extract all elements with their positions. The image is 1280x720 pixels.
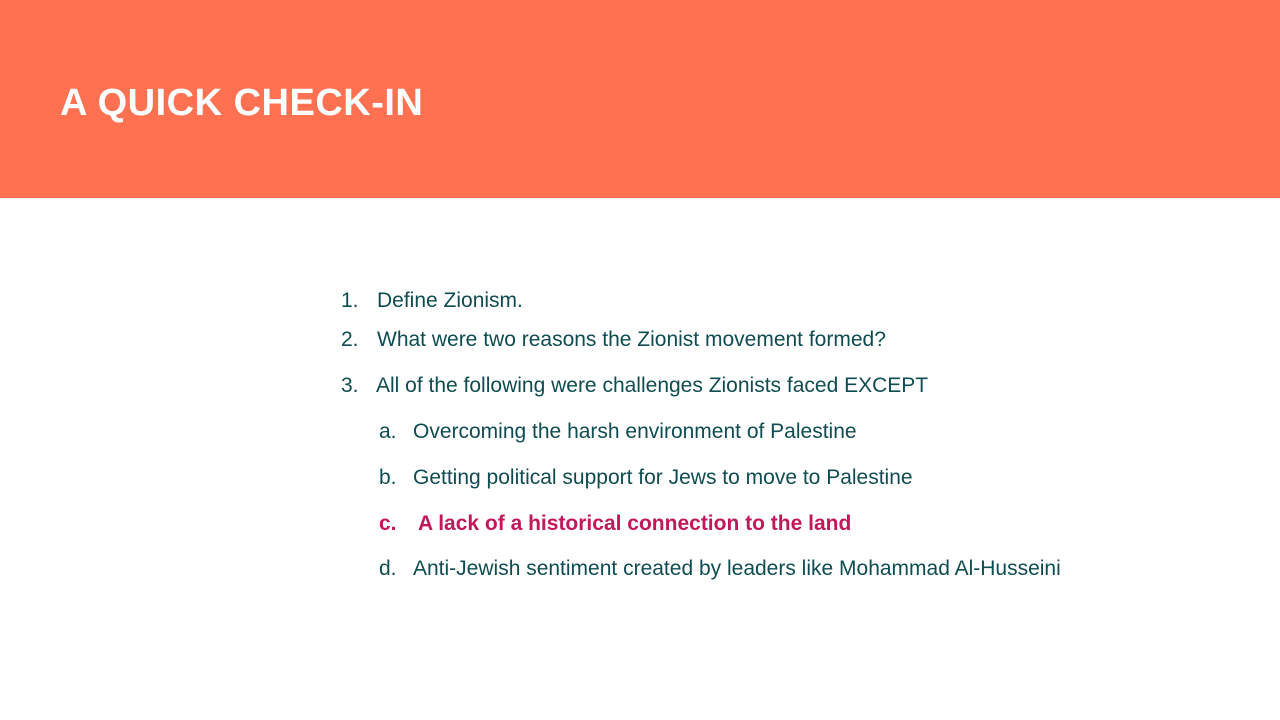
option-d [379,556,1061,582]
slide-title: A QUICK CHECK-IN [60,82,424,124]
option-text: Overcoming the harsh environment of Palestine [413,420,857,443]
question-2 [341,327,886,353]
option-letter: a. [379,420,397,443]
question-1 [341,288,523,314]
question-number: 1. [341,289,359,312]
option-b [379,465,913,491]
question-text: What were two reasons the Zionist movement formed? [377,328,886,351]
option-letter: d. [379,557,397,580]
option-text: Getting political support for Jews to move to Palestine [413,466,913,489]
option-letter: c. [379,512,397,535]
question-text: Define Zionism. [377,289,523,312]
option-text: Anti-Jewish sentiment created by leaders like Mohammad Al-Husseini [413,557,1061,580]
question-number: 2. [341,328,359,351]
question-number: 3. [341,374,359,397]
option-a [379,419,857,445]
title-banner [0,0,1280,198]
question-text: All of the following were challenges Zionists faced EXCEPT [376,374,929,397]
option-letter: b. [379,466,397,489]
option-text: A lack of a historical connection to the land [418,512,852,535]
question-3 [341,373,928,399]
option-c-correct-answer [379,511,851,537]
